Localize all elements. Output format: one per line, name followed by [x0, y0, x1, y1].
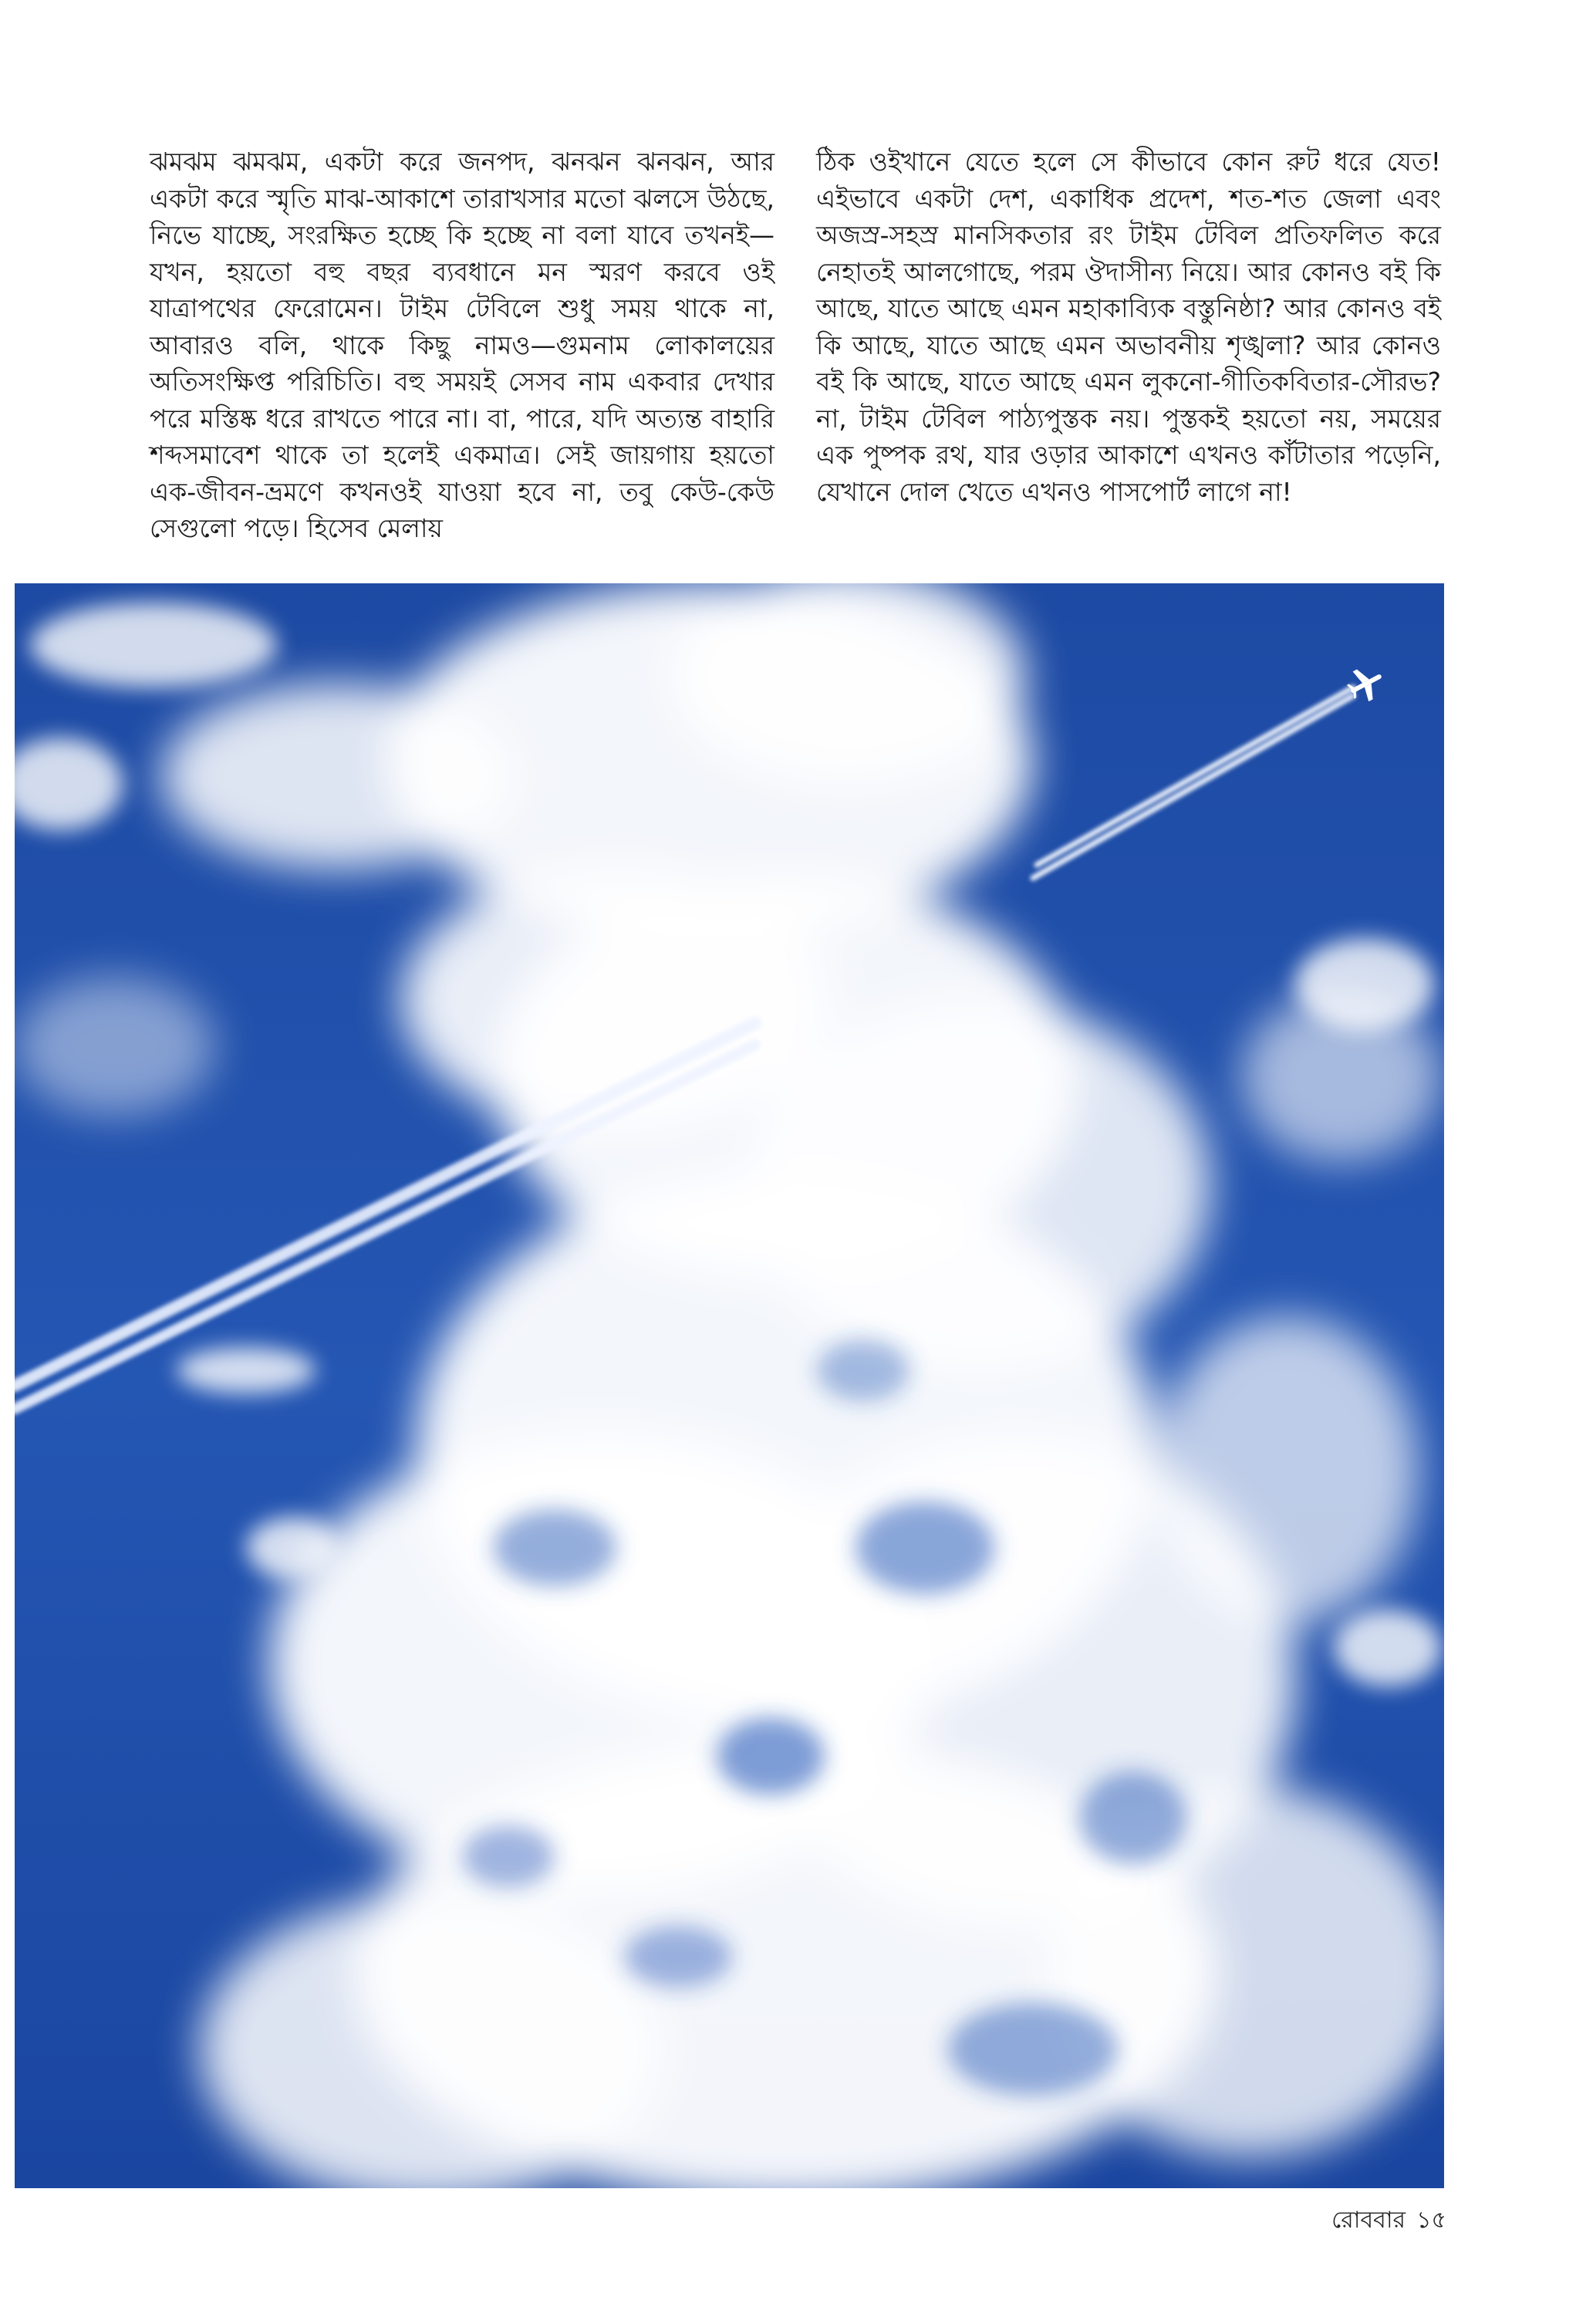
page-footer: [1281, 2205, 1446, 2236]
sky-clouds-photo: [15, 583, 1444, 2188]
article-paragraph-left: ঝমঝম ঝমঝম, একটা করে জনপদ, ঝনঝন ঝনঝন, আর একটা করে স্মৃতি মাঝ-আকাশে তারাখসার মতো ঝলসে উঠছে, নিভে যাচ্ছে, সংরক্ষিত হচ্ছে কি হচ্ছে না বলা যাবে তখনই—যখন, হয়তো বহু বছর ব্যবধানে মন স্মরণ করবে ওই যাত্রাপথের ফেরোমেন। টাইম টেবিলে শুধু সময় থাকে না, আবারও বলি, থাকে কিছু নামও—গুমনাম লোকালয়ের অতিসংক্ষিপ্ত পরিচিতি। বহু সময়ই সেসব নাম একবার দেখার পরে মস্তিষ্ক ধরে রাখতে পারে না। বা, পারে, যদি অত্যন্ত বাহারি শব্দসমাবেশ থাকে তা হলেই একমাত্র। সেই জায়গায় হয়তো এক-জীবন-ভ্রমণে কখনওই যাওয়া হবে না, তবু কেউ-কেউ সেগুলো পড়ে। হিসেব মেলায়: [150, 147, 775, 543]
article-column-right: [816, 144, 1441, 510]
article-column-left: [150, 144, 775, 547]
magazine-name: রোববার: [1331, 2207, 1406, 2234]
page-number: ১৫: [1416, 2207, 1446, 2234]
article-paragraph-right: ঠিক ওইখানে যেতে হলে সে কীভাবে কোন রুট ধরে যেত! এইভাবে একটা দেশ, একাধিক প্রদেশ, শত-শত জেলা এবং অজস্র-সহস্র মানসিকতার রং টাইম টেবিল প্রতিফলিত করে নেহাতই আলগোছে, পরম ঔদাসীন্য নিয়ে। আর কোনও বই কি আছে, যাতে আছে এমন মহাকাব্যিক বস্তুনিষ্ঠা? আর কোনও বই কি আছে, যাতে আছে এমন অভাবনীয় শৃঙ্খলা? আর কোনও বই কি আছে, যাতে আছে এমন লুকনো-গীতিকবিতার-সৌরভ? না, টাইম টেবিল পাঠ্যপুস্তক নয়। পুস্তকই হয়তো নয়, সময়ের এক পুষ্পক রথ, যার ওড়ার আকাশে এখনও কাঁটাতার পড়েনি, যেখানে দোল খেতে এখনও পাসপোর্ট লাগে না!: [816, 147, 1441, 507]
sky-illustration: [15, 583, 1444, 2188]
